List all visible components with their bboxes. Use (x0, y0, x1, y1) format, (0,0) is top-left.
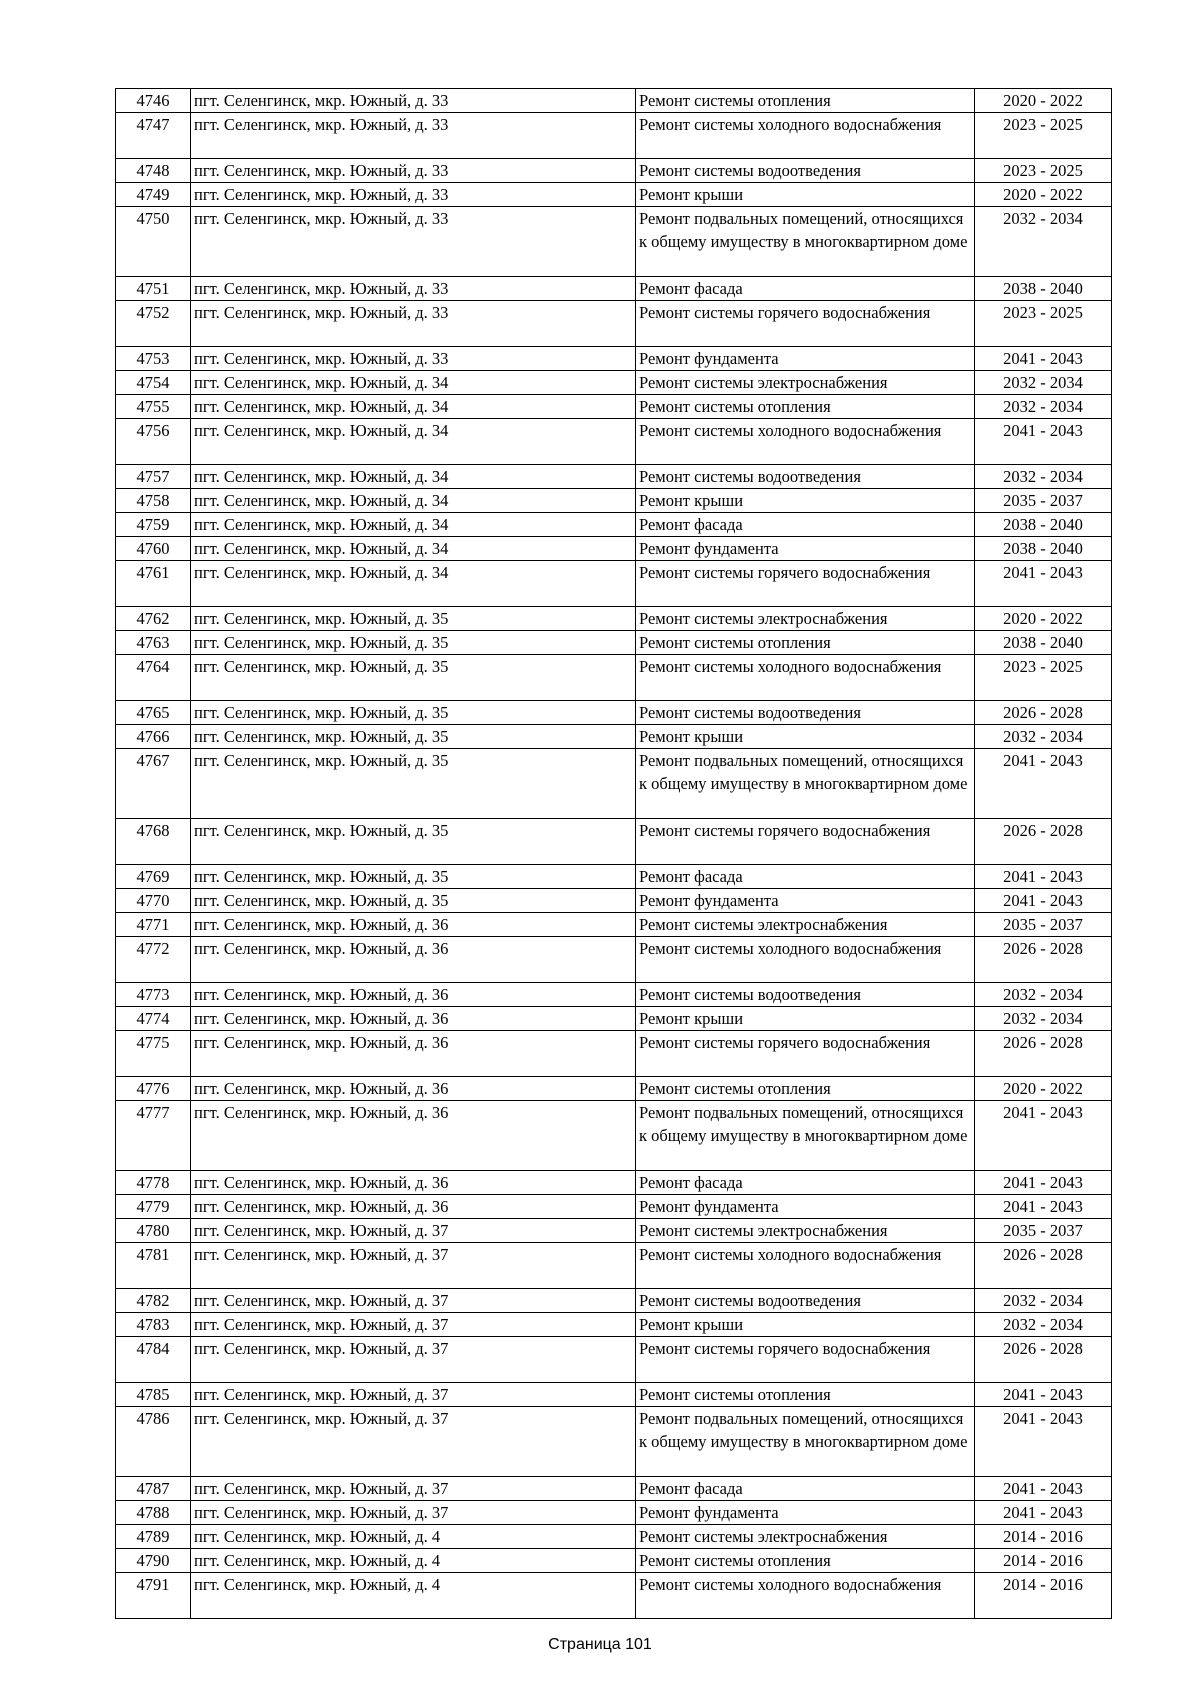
row-number: 4755 (116, 395, 191, 419)
row-number: 4763 (116, 631, 191, 655)
work-type-cell: Ремонт системы электроснабжения (636, 371, 975, 395)
table-row (116, 1243, 1112, 1289)
table-row (116, 701, 1112, 725)
work-type-cell: Ремонт системы водоотведения (636, 465, 975, 489)
row-number: 4756 (116, 419, 191, 465)
address-cell: пгт. Селенгинск, мкр. Южный, д. 34 (191, 489, 636, 513)
period-cell: 2038 - 2040 (975, 631, 1112, 655)
period-cell: 2023 - 2025 (975, 113, 1112, 159)
address-cell: пгт. Селенгинск, мкр. Южный, д. 37 (191, 1289, 636, 1313)
address-cell: пгт. Селенгинск, мкр. Южный, д. 36 (191, 1171, 636, 1195)
address-cell: пгт. Селенгинск, мкр. Южный, д. 36 (191, 983, 636, 1007)
address-cell: пгт. Селенгинск, мкр. Южный, д. 36 (191, 1077, 636, 1101)
row-number: 4757 (116, 465, 191, 489)
table-row (116, 371, 1112, 395)
period-cell: 2026 - 2028 (975, 701, 1112, 725)
row-number: 4786 (116, 1407, 191, 1477)
period-cell: 2038 - 2040 (975, 277, 1112, 301)
row-number: 4778 (116, 1171, 191, 1195)
work-type-cell: Ремонт системы электроснабжения (636, 1219, 975, 1243)
table-row (116, 561, 1112, 607)
address-cell: пгт. Селенгинск, мкр. Южный, д. 33 (191, 113, 636, 159)
table-row (116, 1007, 1112, 1031)
period-cell: 2032 - 2034 (975, 395, 1112, 419)
work-type-cell: Ремонт системы горячего водоснабжения (636, 561, 975, 607)
work-type-cell: Ремонт системы электроснабжения (636, 1525, 975, 1549)
row-number: 4766 (116, 725, 191, 749)
address-cell: пгт. Селенгинск, мкр. Южный, д. 4 (191, 1573, 636, 1619)
table-row (116, 395, 1112, 419)
address-cell: пгт. Селенгинск, мкр. Южный, д. 35 (191, 865, 636, 889)
row-number: 4761 (116, 561, 191, 607)
table-row (116, 655, 1112, 701)
row-number: 4749 (116, 183, 191, 207)
row-number: 4748 (116, 159, 191, 183)
period-cell: 2041 - 2043 (975, 1407, 1112, 1477)
address-cell: пгт. Селенгинск, мкр. Южный, д. 37 (191, 1501, 636, 1525)
period-cell: 2041 - 2043 (975, 1195, 1112, 1219)
work-type-cell: Ремонт системы горячего водоснабжения (636, 301, 975, 347)
row-number: 4787 (116, 1477, 191, 1501)
period-cell: 2032 - 2034 (975, 465, 1112, 489)
table-row (116, 1077, 1112, 1101)
row-number: 4768 (116, 819, 191, 865)
table-row (116, 159, 1112, 183)
table-row (116, 277, 1112, 301)
address-cell: пгт. Селенгинск, мкр. Южный, д. 34 (191, 371, 636, 395)
row-number: 4771 (116, 913, 191, 937)
work-type-cell: Ремонт системы холодного водоснабжения (636, 1243, 975, 1289)
address-cell: пгт. Селенгинск, мкр. Южный, д. 36 (191, 913, 636, 937)
row-number: 4781 (116, 1243, 191, 1289)
table-row (116, 183, 1112, 207)
table-row (116, 913, 1112, 937)
address-cell: пгт. Селенгинск, мкр. Южный, д. 37 (191, 1243, 636, 1289)
address-cell: пгт. Селенгинск, мкр. Южный, д. 37 (191, 1337, 636, 1383)
table-row (116, 1171, 1112, 1195)
work-type-cell: Ремонт системы отопления (636, 1077, 975, 1101)
table-row (116, 489, 1112, 513)
address-cell: пгт. Селенгинск, мкр. Южный, д. 36 (191, 937, 636, 983)
row-number: 4789 (116, 1525, 191, 1549)
address-cell: пгт. Селенгинск, мкр. Южный, д. 35 (191, 701, 636, 725)
period-cell: 2032 - 2034 (975, 725, 1112, 749)
row-number: 4774 (116, 1007, 191, 1031)
work-type-cell: Ремонт подвальных помещений, относящихся к общему имуществу в многоквартирном доме (636, 1101, 975, 1171)
period-cell: 2023 - 2025 (975, 301, 1112, 347)
period-cell: 2041 - 2043 (975, 1101, 1112, 1171)
address-cell: пгт. Селенгинск, мкр. Южный, д. 35 (191, 607, 636, 631)
table-row (116, 937, 1112, 983)
table-row (116, 1477, 1112, 1501)
period-cell: 2026 - 2028 (975, 1243, 1112, 1289)
table-row (116, 1337, 1112, 1383)
row-number: 4747 (116, 113, 191, 159)
work-type-cell: Ремонт крыши (636, 725, 975, 749)
work-type-cell: Ремонт системы холодного водоснабжения (636, 419, 975, 465)
table-row (116, 419, 1112, 465)
period-cell: 2041 - 2043 (975, 1171, 1112, 1195)
period-cell: 2020 - 2022 (975, 89, 1112, 113)
table-row (116, 537, 1112, 561)
period-cell: 2041 - 2043 (975, 561, 1112, 607)
row-number: 4764 (116, 655, 191, 701)
table-row (116, 819, 1112, 865)
work-type-cell: Ремонт системы водоотведения (636, 159, 975, 183)
repair-schedule-table (115, 88, 1112, 1619)
work-type-cell: Ремонт фасада (636, 1171, 975, 1195)
row-number: 4780 (116, 1219, 191, 1243)
work-type-cell: Ремонт системы холодного водоснабжения (636, 655, 975, 701)
work-type-cell: Ремонт системы отопления (636, 395, 975, 419)
row-number: 4776 (116, 1077, 191, 1101)
period-cell: 2041 - 2043 (975, 1477, 1112, 1501)
period-cell: 2026 - 2028 (975, 1031, 1112, 1077)
work-type-cell: Ремонт крыши (636, 489, 975, 513)
table-row (116, 1219, 1112, 1243)
work-type-cell: Ремонт системы горячего водоснабжения (636, 1337, 975, 1383)
period-cell: 2038 - 2040 (975, 513, 1112, 537)
work-type-cell: Ремонт системы водоотведения (636, 1289, 975, 1313)
row-number: 4777 (116, 1101, 191, 1171)
address-cell: пгт. Селенгинск, мкр. Южный, д. 34 (191, 419, 636, 465)
work-type-cell: Ремонт системы отопления (636, 631, 975, 655)
address-cell: пгт. Селенгинск, мкр. Южный, д. 37 (191, 1313, 636, 1337)
row-number: 4779 (116, 1195, 191, 1219)
table-row (116, 1383, 1112, 1407)
address-cell: пгт. Селенгинск, мкр. Южный, д. 33 (191, 183, 636, 207)
work-type-cell: Ремонт системы горячего водоснабжения (636, 819, 975, 865)
work-type-cell: Ремонт системы отопления (636, 89, 975, 113)
address-cell: пгт. Селенгинск, мкр. Южный, д. 34 (191, 561, 636, 607)
address-cell: пгт. Селенгинск, мкр. Южный, д. 34 (191, 395, 636, 419)
row-number: 4791 (116, 1573, 191, 1619)
table-row (116, 1525, 1112, 1549)
table-row (116, 113, 1112, 159)
work-type-cell: Ремонт системы водоотведения (636, 983, 975, 1007)
work-type-cell: Ремонт системы электроснабжения (636, 913, 975, 937)
table-row (116, 1313, 1112, 1337)
period-cell: 2035 - 2037 (975, 489, 1112, 513)
row-number: 4770 (116, 889, 191, 913)
work-type-cell: Ремонт фундамента (636, 347, 975, 371)
period-cell: 2020 - 2022 (975, 183, 1112, 207)
row-number: 4746 (116, 89, 191, 113)
address-cell: пгт. Селенгинск, мкр. Южный, д. 35 (191, 819, 636, 865)
row-number: 4784 (116, 1337, 191, 1383)
row-number: 4765 (116, 701, 191, 725)
work-type-cell: Ремонт подвальных помещений, относящихся к общему имуществу в многоквартирном доме (636, 749, 975, 819)
period-cell: 2026 - 2028 (975, 819, 1112, 865)
row-number: 4785 (116, 1383, 191, 1407)
row-number: 4788 (116, 1501, 191, 1525)
work-type-cell: Ремонт фундамента (636, 537, 975, 561)
period-cell: 2023 - 2025 (975, 655, 1112, 701)
address-cell: пгт. Селенгинск, мкр. Южный, д. 33 (191, 89, 636, 113)
address-cell: пгт. Селенгинск, мкр. Южный, д. 34 (191, 537, 636, 561)
period-cell: 2041 - 2043 (975, 347, 1112, 371)
table-row (116, 1549, 1112, 1573)
table-row (116, 631, 1112, 655)
row-number: 4767 (116, 749, 191, 819)
work-type-cell: Ремонт крыши (636, 1007, 975, 1031)
period-cell: 2032 - 2034 (975, 983, 1112, 1007)
table-row (116, 1101, 1112, 1171)
row-number: 4782 (116, 1289, 191, 1313)
table-row (116, 301, 1112, 347)
table-row (116, 607, 1112, 631)
row-number: 4758 (116, 489, 191, 513)
row-number: 4775 (116, 1031, 191, 1077)
table-row (116, 889, 1112, 913)
period-cell: 2032 - 2034 (975, 371, 1112, 395)
work-type-cell: Ремонт подвальных помещений, относящихся к общему имуществу в многоквартирном доме (636, 1407, 975, 1477)
period-cell: 2020 - 2022 (975, 1077, 1112, 1101)
table-row (116, 725, 1112, 749)
table-row (116, 1195, 1112, 1219)
address-cell: пгт. Селенгинск, мкр. Южный, д. 34 (191, 465, 636, 489)
work-type-cell: Ремонт фасада (636, 1477, 975, 1501)
table-row (116, 749, 1112, 819)
address-cell: пгт. Селенгинск, мкр. Южный, д. 36 (191, 1031, 636, 1077)
period-cell: 2041 - 2043 (975, 749, 1112, 819)
address-cell: пгт. Селенгинск, мкр. Южный, д. 37 (191, 1477, 636, 1501)
row-number: 4783 (116, 1313, 191, 1337)
address-cell: пгт. Селенгинск, мкр. Южный, д. 33 (191, 207, 636, 277)
table-row (116, 465, 1112, 489)
work-type-cell: Ремонт фундамента (636, 889, 975, 913)
work-type-cell: Ремонт крыши (636, 1313, 975, 1337)
period-cell: 2038 - 2040 (975, 537, 1112, 561)
table-row (116, 89, 1112, 113)
address-cell: пгт. Селенгинск, мкр. Южный, д. 37 (191, 1407, 636, 1477)
address-cell: пгт. Селенгинск, мкр. Южный, д. 37 (191, 1383, 636, 1407)
row-number: 4753 (116, 347, 191, 371)
work-type-cell: Ремонт системы электроснабжения (636, 607, 975, 631)
row-number: 4773 (116, 983, 191, 1007)
period-cell: 2026 - 2028 (975, 937, 1112, 983)
row-number: 4759 (116, 513, 191, 537)
work-type-cell: Ремонт фасада (636, 513, 975, 537)
work-type-cell: Ремонт фасада (636, 865, 975, 889)
address-cell: пгт. Селенгинск, мкр. Южный, д. 34 (191, 513, 636, 537)
work-type-cell: Ремонт подвальных помещений, относящихся к общему имуществу в многоквартирном доме (636, 207, 975, 277)
period-cell: 2041 - 2043 (975, 865, 1112, 889)
address-cell: пгт. Селенгинск, мкр. Южный, д. 35 (191, 889, 636, 913)
address-cell: пгт. Селенгинск, мкр. Южный, д. 33 (191, 301, 636, 347)
period-cell: 2041 - 2043 (975, 1501, 1112, 1525)
period-cell: 2035 - 2037 (975, 1219, 1112, 1243)
period-cell: 2023 - 2025 (975, 159, 1112, 183)
table-row (116, 1501, 1112, 1525)
table-row (116, 1407, 1112, 1477)
period-cell: 2032 - 2034 (975, 207, 1112, 277)
table-row (116, 1573, 1112, 1619)
table-row (116, 1289, 1112, 1313)
work-type-cell: Ремонт системы водоотведения (636, 701, 975, 725)
address-cell: пгт. Селенгинск, мкр. Южный, д. 36 (191, 1007, 636, 1031)
work-type-cell: Ремонт фундамента (636, 1195, 975, 1219)
period-cell: 2041 - 2043 (975, 889, 1112, 913)
table-row (116, 1031, 1112, 1077)
address-cell: пгт. Селенгинск, мкр. Южный, д. 35 (191, 655, 636, 701)
row-number: 4769 (116, 865, 191, 889)
table-body (116, 89, 1112, 1619)
address-cell: пгт. Селенгинск, мкр. Южный, д. 33 (191, 347, 636, 371)
work-type-cell: Ремонт системы холодного водоснабжения (636, 1573, 975, 1619)
period-cell: 2041 - 2043 (975, 1383, 1112, 1407)
period-cell: 2032 - 2034 (975, 1313, 1112, 1337)
address-cell: пгт. Селенгинск, мкр. Южный, д. 33 (191, 159, 636, 183)
address-cell: пгт. Селенгинск, мкр. Южный, д. 37 (191, 1219, 636, 1243)
row-number: 4751 (116, 277, 191, 301)
work-type-cell: Ремонт системы отопления (636, 1383, 975, 1407)
period-cell: 2032 - 2034 (975, 1289, 1112, 1313)
period-cell: 2032 - 2034 (975, 1007, 1112, 1031)
table-row (116, 983, 1112, 1007)
period-cell: 2026 - 2028 (975, 1337, 1112, 1383)
work-type-cell: Ремонт системы холодного водоснабжения (636, 113, 975, 159)
work-type-cell: Ремонт фундамента (636, 1501, 975, 1525)
work-type-cell: Ремонт системы холодного водоснабжения (636, 937, 975, 983)
period-cell: 2020 - 2022 (975, 607, 1112, 631)
row-number: 4790 (116, 1549, 191, 1573)
period-cell: 2014 - 2016 (975, 1549, 1112, 1573)
row-number: 4760 (116, 537, 191, 561)
address-cell: пгт. Селенгинск, мкр. Южный, д. 4 (191, 1549, 636, 1573)
work-type-cell: Ремонт крыши (636, 183, 975, 207)
address-cell: пгт. Селенгинск, мкр. Южный, д. 36 (191, 1195, 636, 1219)
address-cell: пгт. Селенгинск, мкр. Южный, д. 35 (191, 631, 636, 655)
row-number: 4752 (116, 301, 191, 347)
work-type-cell: Ремонт системы горячего водоснабжения (636, 1031, 975, 1077)
address-cell: пгт. Селенгинск, мкр. Южный, д. 33 (191, 277, 636, 301)
work-type-cell: Ремонт фасада (636, 277, 975, 301)
row-number: 4762 (116, 607, 191, 631)
table-row (116, 347, 1112, 371)
row-number: 4772 (116, 937, 191, 983)
row-number: 4754 (116, 371, 191, 395)
row-number: 4750 (116, 207, 191, 277)
table-row (116, 207, 1112, 277)
period-cell: 2014 - 2016 (975, 1573, 1112, 1619)
table-row (116, 865, 1112, 889)
address-cell: пгт. Селенгинск, мкр. Южный, д. 35 (191, 749, 636, 819)
page-number: Страница 101 (548, 1636, 652, 1653)
table-row (116, 513, 1112, 537)
work-type-cell: Ремонт системы отопления (636, 1549, 975, 1573)
period-cell: 2014 - 2016 (975, 1525, 1112, 1549)
address-cell: пгт. Селенгинск, мкр. Южный, д. 4 (191, 1525, 636, 1549)
period-cell: 2041 - 2043 (975, 419, 1112, 465)
period-cell: 2035 - 2037 (975, 913, 1112, 937)
address-cell: пгт. Селенгинск, мкр. Южный, д. 36 (191, 1101, 636, 1171)
address-cell: пгт. Селенгинск, мкр. Южный, д. 35 (191, 725, 636, 749)
